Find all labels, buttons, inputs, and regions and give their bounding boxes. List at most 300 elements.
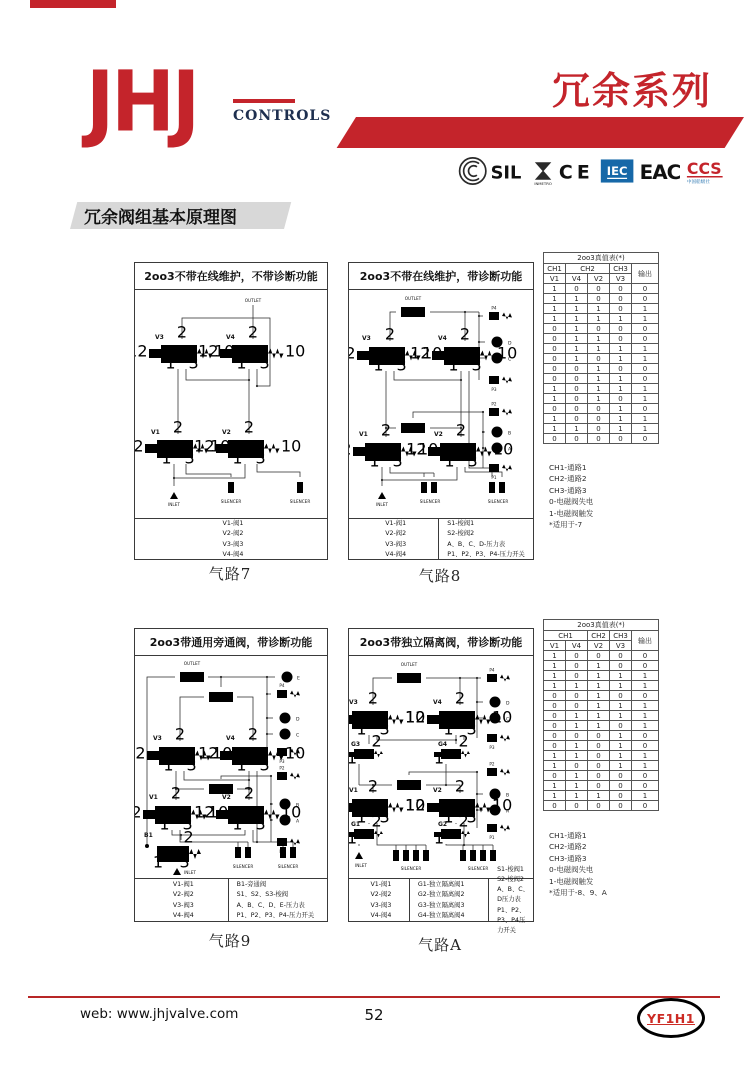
truth-cell: 1 [610,701,632,711]
truth-table-1-notes [549,462,593,531]
valve-label-v3: V3 [153,735,162,742]
legend-line: V3-阀3 [172,901,194,909]
inlet-label: INLET [355,863,367,868]
truth-cell: 0 [632,691,659,701]
panel-2-legend [349,518,533,559]
truth-cell: 0 [610,304,632,314]
truth-cell: 0 [544,344,566,354]
p1-label: P1 [489,835,495,840]
silencer-symbol [421,477,427,493]
truth-cell: 0 [566,394,588,404]
truth-cell: 0 [566,761,588,771]
truth-cell: 1 [632,384,659,394]
truth-cell: 1 [610,424,632,434]
p4-label: P4 [279,683,285,688]
inlet-label: INLET [168,502,180,507]
p4-label: P4 [489,667,495,673]
valve-header: V1 [544,274,566,284]
valve-symbol-v4 [198,323,305,373]
pressure-switch-p2 [271,772,300,780]
truth-cell: 0 [544,324,566,334]
legend-line: 1-电磁阀触发 [549,508,594,518]
truth-cell: 1 [588,711,610,721]
truth-cell: 0 [588,761,610,771]
silencer-symbol [431,477,437,493]
legend-line: V3-阀3 [370,901,392,909]
panel-3-legend [135,878,327,921]
schematic-panel-2 [348,262,534,560]
truth-cell: 0 [566,671,588,681]
ch2-header: CH2 [588,631,610,641]
truth-cell: 1 [632,671,659,681]
truth-row [544,354,659,364]
truth-row [544,424,659,434]
inlet-label: INLET [376,502,388,507]
legend-col [409,879,488,921]
gauge-a-label: A [296,819,300,825]
truth-cell: 1 [588,701,610,711]
panel-3-circuit [135,656,325,880]
truth-cell: 0 [610,284,632,294]
truth-cell: 0 [588,751,610,761]
gauge-e-label: E [297,676,300,682]
legend-line: A、B、C、D-压力表 [447,540,506,548]
g1-label: G1 [351,821,361,828]
valve-label-v2: V2 [433,787,442,794]
truth-cell: 1 [632,751,659,761]
valve-label-v4: V4 [438,335,447,342]
truth-cell: 0 [544,434,566,444]
iec-mark [601,159,634,182]
truth-cell: 0 [632,404,659,414]
shuttle-valve-symbol [204,687,238,702]
panel-1-legend [135,518,327,559]
company-logo: JHJ [86,52,198,151]
legend-line: V2-阀2 [172,891,194,899]
truth-row [544,334,659,344]
gauge-b-label: B [508,431,512,437]
ch2-header: CH2 [566,264,610,274]
truth-cell: 0 [610,721,632,731]
legend-line: CH3-通路3 [549,485,587,495]
truth-cell: 0 [632,741,659,751]
truth-row [544,781,659,791]
truth-cell: 1 [588,791,610,801]
truth-cell: 1 [544,394,566,404]
shuttle-valve-symbol [392,775,426,790]
truth-cell: 0 [566,691,588,701]
truth-cell: 0 [544,771,566,781]
truth-table-1-title: 2oo3真值表(*) [544,253,659,264]
outlet-label: OUTLET [404,296,422,301]
truth-cell: 1 [544,781,566,791]
truth-cell: 1 [632,304,659,314]
schematic-panel-1 [134,262,328,560]
truth-cell: 0 [610,651,632,661]
truth-cell: 0 [566,414,588,424]
truth-cell: 1 [566,681,588,691]
iec-label: IEC [606,164,628,179]
truth-row [544,294,659,304]
schematic-panel-4 [348,628,534,934]
ccs-label: CCS [686,159,722,179]
legend-line: *适用于-7 [549,520,583,530]
gauge-d-label: D [506,701,510,707]
legend-line: S1-梭阀1 [497,866,524,874]
valve-label-v1: V1 [349,787,358,794]
truth-cell: 0 [544,374,566,384]
legend-col [135,879,228,921]
truth-cell: 1 [610,314,632,324]
red-banner [337,117,744,148]
truth-cell: 0 [588,771,610,781]
legend-col [488,866,533,934]
truth-row [544,404,659,414]
p2-label: P2 [279,765,285,771]
truth-cell: 1 [544,791,566,801]
truth-cell: 0 [632,434,659,444]
gauge-c-label: C [296,733,300,739]
truth-cell: 0 [632,334,659,344]
legend-line: CH2-通路2 [549,474,587,484]
truth-cell: 0 [566,661,588,671]
pressure-switch-p2 [481,768,510,776]
truth-cell: 0 [632,284,659,294]
p2-label: P2 [491,401,497,407]
truth-cell: 0 [544,404,566,414]
valve-label-v4: V4 [226,735,235,742]
silencer-symbol [297,477,303,493]
truth-cell: 0 [544,354,566,364]
g2-label: G2 [438,821,448,828]
truth-cell: 1 [588,304,610,314]
truth-row [544,364,659,374]
truth-cell: 1 [544,761,566,771]
truth-cell: 0 [610,781,632,791]
top-red-bar [30,0,116,8]
p3-label: P3 [279,759,285,764]
truth-row [544,741,659,751]
gauge-d [273,713,291,724]
truth-cell: 1 [566,354,588,364]
pressure-switch-p3 [481,734,510,742]
legend-line: V2-阀2 [385,530,407,538]
valve-header: V1 [544,641,566,651]
truth-cell: 0 [566,651,588,661]
valve-label-v4: V4 [226,334,235,341]
truth-cell: 1 [566,334,588,344]
truth-cell: 1 [632,424,659,434]
eac-mark: EAC [639,159,681,184]
legend-line: CH3-通路3 [549,853,587,863]
truth-cell: 0 [588,741,610,751]
gauge-d [485,337,503,348]
gauge-a-label: A [508,447,512,453]
gauge-c-label: C [508,357,512,363]
truth-cell: 0 [544,701,566,711]
truth-cell: 1 [566,771,588,781]
truth-cell: 1 [632,414,659,424]
truth-cell: 0 [544,334,566,344]
truth-row [544,791,659,801]
truth-cell: 0 [632,771,659,781]
truth-cell: 1 [544,294,566,304]
legend-line: G2-独立隔离阀2 [417,891,465,899]
panel-3-title: 2oo3带通用旁通阀，带诊断功能 [135,629,327,656]
truth-cell: 0 [544,721,566,731]
panel-2-title: 2oo3不带在线维护，带诊断功能 [349,263,533,290]
truth-cell: 1 [544,284,566,294]
ch1-header: CH1 [544,631,588,641]
inlet-label: INLET [184,870,196,875]
truth-cell: 0 [632,324,659,334]
truth-cell: 0 [588,651,610,661]
truth-cell: 0 [566,801,588,811]
gauge-b [485,427,503,438]
shuttle-valve-symbol [396,418,430,433]
legend-line: 0-电磁阀失电 [549,865,594,875]
truth-cell: 1 [566,304,588,314]
truth-cell: 1 [588,374,610,384]
legend-line: P1、P2、P3、P4-压力开关 [236,911,315,919]
truth-row [544,304,659,314]
truth-cell: 1 [544,751,566,761]
valve-label-v4: V4 [433,699,442,706]
legend-line: G1-独立隔离阀1 [417,881,465,889]
gauge-c-label: C [506,717,510,723]
legend-line: V1-阀1 [385,520,407,528]
legend-line: V2-阀2 [370,891,392,899]
truth-cell: 0 [588,424,610,434]
truth-row [544,721,659,731]
truth-table-2-title: 2oo3真值表(*) [544,620,659,631]
gauge-d [483,697,501,708]
truth-cell: 1 [566,721,588,731]
valve-label-v3: V3 [362,335,371,342]
truth-cell: 1 [632,394,659,404]
bypass-valve-b1 [145,828,201,872]
truth-row [544,661,659,671]
valve-label-v2: V2 [222,429,231,436]
outlet-label: OUTLET [183,661,201,666]
p3-label: P3 [489,745,495,750]
truth-cell: 1 [632,711,659,721]
panel-1-title: 2oo3不带在线维护，不带诊断功能 [135,263,327,290]
legend-line: V2-阀2 [222,530,244,538]
g3-label: G3 [351,741,361,748]
truth-cell: 1 [544,661,566,671]
legend-col [349,879,409,921]
truth-row [544,414,659,424]
ccs-subtext: 中国船级社 [686,180,710,186]
legend-line: P1、P2、P3、P4压力开关 [497,906,526,934]
ch1-header: CH1 [544,264,566,274]
valve-header: V4 [566,641,588,651]
legend-line: V4-阀4 [385,550,407,558]
footer-divider [28,996,720,998]
legend-line: CH1-通路1 [549,831,587,840]
truth-cell: 1 [566,711,588,721]
truth-cell: 1 [544,681,566,691]
website-text: web: www.jhjvalve.com [80,1006,239,1022]
b1-label: B1 [144,832,153,839]
truth-row [544,344,659,354]
gauge-d-label: D [296,717,300,723]
truth-row [544,284,659,294]
truth-cell: 1 [632,761,659,771]
valve-label-v2: V2 [434,431,443,438]
truth-cell: 0 [632,364,659,374]
truth-cell: 1 [588,661,610,671]
truth-cell: 1 [544,424,566,434]
truth-cell: 1 [588,721,610,731]
legend-line: S1-梭阀1 [447,520,475,528]
valve-label-v2: V2 [222,794,231,801]
output-header: 输出 [632,631,659,651]
truth-cell: 1 [566,751,588,761]
p3-label: P3 [491,387,497,392]
truth-cell: 0 [566,434,588,444]
truth-row [544,324,659,334]
panel-4-title: 2oo3带独立隔离阀，带诊断功能 [349,629,533,656]
truth-row [544,671,659,681]
pressure-switch-p2 [483,408,512,416]
panel-1-circuit [135,290,325,518]
truth-cell: 1 [588,344,610,354]
silencer-symbol [228,477,234,493]
truth-cell: 0 [610,661,632,671]
truth-cell: 1 [566,314,588,324]
truth-cell: 1 [610,384,632,394]
truth-cell: 1 [632,354,659,364]
truth-cell: 0 [632,374,659,384]
section-heading: 冗余阀组基本原理图 [84,208,237,228]
silencer-label: SILENCER [277,864,299,869]
truth-cell: 1 [610,751,632,761]
truth-row [544,801,659,811]
truth-cell: 1 [610,671,632,681]
valve-label-v3: V3 [155,334,164,341]
legend-line: G3-独立隔离阀3 [417,901,465,909]
truth-cell: 1 [588,384,610,394]
truth-cell: 0 [632,801,659,811]
outlet-label: OUTLET [400,662,418,667]
ce-mark: CE [558,161,594,184]
legend-line: S2-梭阀2 [447,530,475,538]
truth-row [544,314,659,324]
truth-cell: 0 [588,731,610,741]
truth-cell: 1 [632,721,659,731]
truth-cell: 0 [588,781,610,791]
truth-cell: 0 [588,404,610,414]
valve-header: V2 [588,274,610,284]
truth-row [544,434,659,444]
legend-line: S1、S2、S3-梭阀 [236,891,289,899]
truth-cell: 1 [610,354,632,364]
page-number: 52 [364,1006,384,1024]
panel-1-caption: 气路7 [208,565,252,583]
legend-line: V4-阀4 [222,550,244,558]
truth-cell: 1 [610,374,632,384]
valve-label-v1: V1 [149,794,158,801]
valve-header: V2 [588,641,610,651]
truth-cell: 0 [610,334,632,344]
legend-line: V4-阀4 [172,911,194,919]
truth-cell: 1 [566,324,588,334]
truth-cell: 0 [610,691,632,701]
shuttle-valve-symbol [204,779,238,794]
truth-cell: 1 [544,671,566,681]
inmetro-label: INMETRO [534,182,552,187]
truth-cell: 1 [566,741,588,751]
truth-cell: 0 [566,731,588,741]
gauge-e [275,672,293,683]
truth-cell: 0 [632,781,659,791]
truth-cell: 1 [566,344,588,354]
truth-cell: 0 [588,294,610,304]
truth-cell: 1 [610,344,632,354]
silencer-label: SILENCER [467,866,489,871]
legend-line: V1-阀1 [370,881,392,889]
legend-line: V1-阀1 [172,881,194,889]
silencer-label: SILENCER [419,499,441,504]
silencer-symbol [499,477,505,493]
truth-cell: 1 [610,414,632,424]
truth-cell: 1 [544,384,566,394]
outlet-label: OUTLET [244,298,262,303]
truth-cell: 0 [610,364,632,374]
truth-row [544,374,659,384]
valve-symbol-v1 [135,418,230,468]
truth-table-1 [543,252,659,444]
truth-row [544,394,659,404]
truth-row [544,691,659,701]
truth-cell: 1 [544,314,566,324]
inlet-symbol [378,486,386,499]
ccs-mark [687,159,723,185]
truth-cell: 0 [566,404,588,414]
valve-label-v3: V3 [349,699,358,706]
logo-divider [233,99,295,103]
truth-row [544,761,659,771]
legend-line: A、B、C、D、E-压力表 [236,901,305,909]
truth-cell: 1 [588,394,610,404]
truth-cell: 1 [588,364,610,374]
inlet-symbol [170,486,178,499]
truth-cell: 0 [566,701,588,711]
truth-cell: 1 [544,304,566,314]
truth-cell: 0 [632,731,659,741]
truth-row [544,771,659,781]
legend-line: V3-阀3 [385,540,407,548]
truth-table-2 [543,619,659,811]
truth-cell: 1 [588,334,610,344]
valve-header: V4 [566,274,588,284]
legend-col [215,519,248,559]
valve-label-v1: V1 [151,429,160,436]
panel-4-circuit [349,656,531,880]
valve-label-v1: V1 [359,431,368,438]
truth-cell: 0 [632,661,659,671]
truth-cell: 0 [566,284,588,294]
pressure-switch-p4 [481,674,510,682]
legend-col [438,519,533,559]
truth-cell: 0 [588,324,610,334]
panel-2-circuit [349,290,531,518]
truth-cell: 0 [544,801,566,811]
silencer-label: SILENCER [289,499,311,504]
silencer-label: SILENCER [220,499,242,504]
